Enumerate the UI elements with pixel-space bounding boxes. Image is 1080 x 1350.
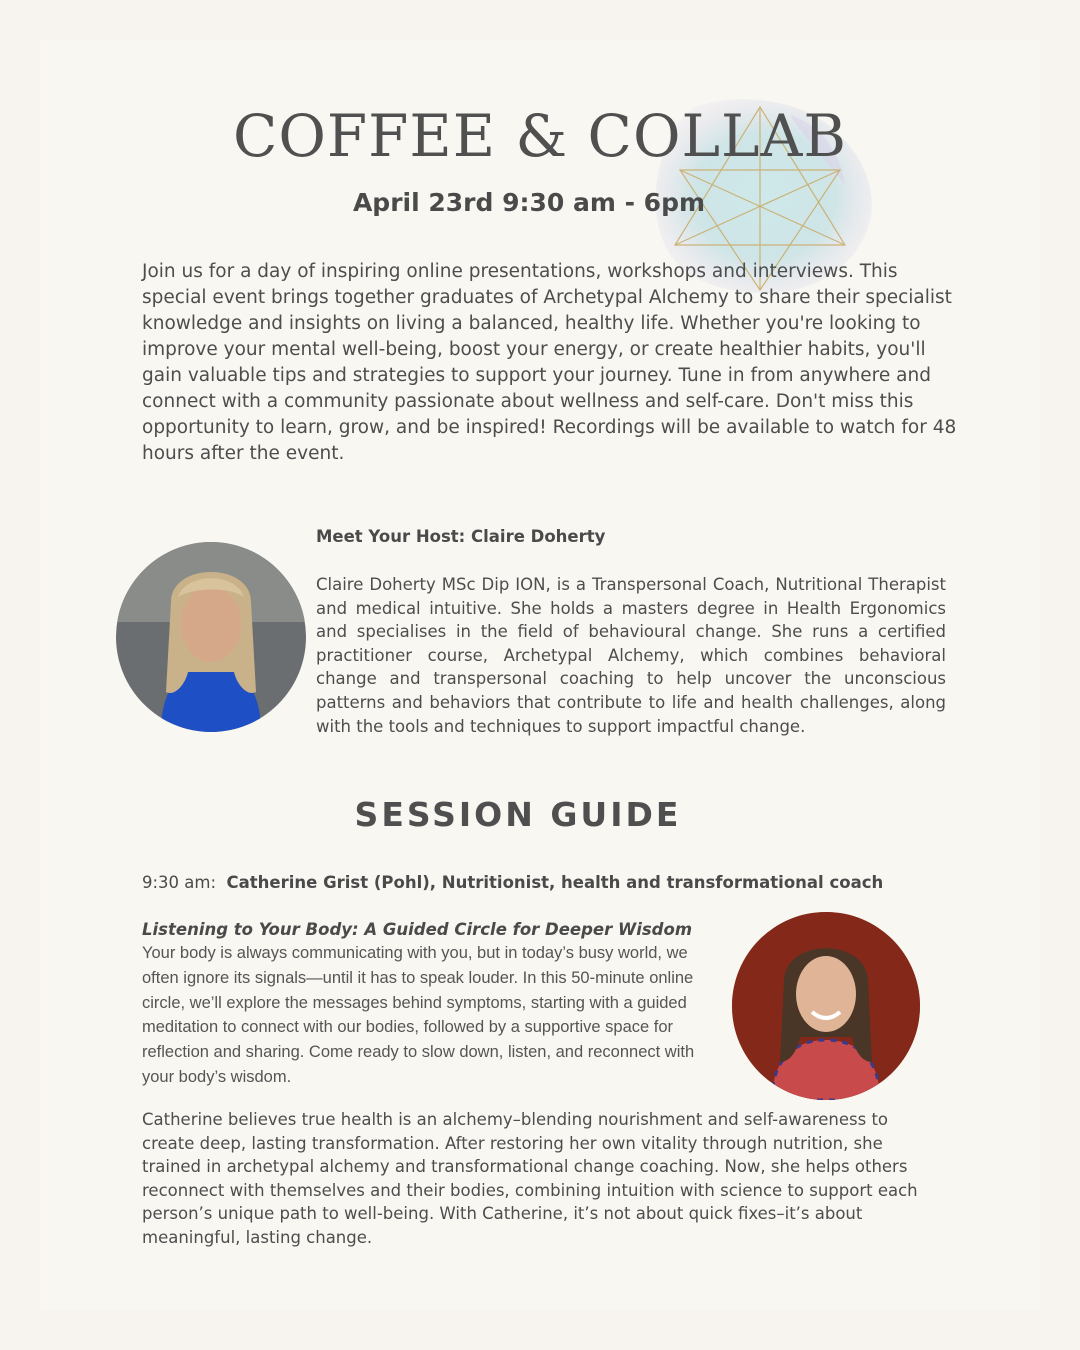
host-heading: Meet Your Host: Claire Doherty <box>316 527 606 546</box>
event-title: COFFEE & COLLAB <box>232 102 848 170</box>
session-description: Your body is always communicating with you, but in today’s busy world, we often ignore its signals—until it has to speak louder. In this 50-minute online circle, we’ll explore the messages behind symptoms, starting with a guided meditation to connect with our bodies, followed by a supportive space for reflection and sharing. Come ready to slow down, listen, and reconnect with your body’s wisdom. <box>142 944 695 1086</box>
host-bio: Claire Doherty MSc Dip ION, is a Transpersonal Coach, Nutritional Therapist and medical intuitive. She holds a masters degree in Health Ergonomics and specialises in the field of behavioural change. She runs a certified practitioner course, Archetypal Alchemy, which combines behavioral change and transpersonal coaching to help uncover the unconscious patterns and behaviors that contribute to life and health challenges, along with the tools and techniques to support impactful change. <box>316 575 946 736</box>
session-time-speaker <box>142 873 883 892</box>
event-date: April 23rd 9:30 am - 6pm <box>352 188 706 217</box>
intro-paragraph: Join us for a day of inspiring online presentations, workshops and interviews. This special event brings together graduates of Archetypal Alchemy to share their specialist knowledge and insights on living a balanced, healthy life. Whether you're looking to improve your mental well-being, boost your energy, or create healthier habits, you'll gain valuable tips and strategies to support your journey. Tune in from anywhere and connect with a community passionate about wellness and self-care. Don't miss this opportunity to learn, grow, and be inspired! Recordings will be available to watch for 48 hours after the event. <box>142 261 957 464</box>
speaker-bio: Catherine believes true health is an alchemy–blending nourishment and self-awareness to create deep, lasting transformation. After restoring her own vitality through nutrition, she trained in archetypal alchemy and transformational change coaching. Now, she helps others reconnect with themselves and their bodies, combining intuition with science to support each person’s unique path to well-being. With Catherine, it’s not about quick fixes–it’s about meaningful, lasting change. <box>142 1110 918 1247</box>
session-title: Listening to Your Body: A Guided Circle for Deeper Wisdom <box>142 920 693 939</box>
session-time: 9:30 am: <box>142 873 217 892</box>
speaker-avatar <box>732 912 920 1100</box>
session-speaker: Catherine Grist (Pohl), Nutritionist, health and transformational coach <box>226 873 884 892</box>
session-guide-title: SESSION GUIDE <box>354 795 682 834</box>
host-avatar <box>116 542 306 732</box>
